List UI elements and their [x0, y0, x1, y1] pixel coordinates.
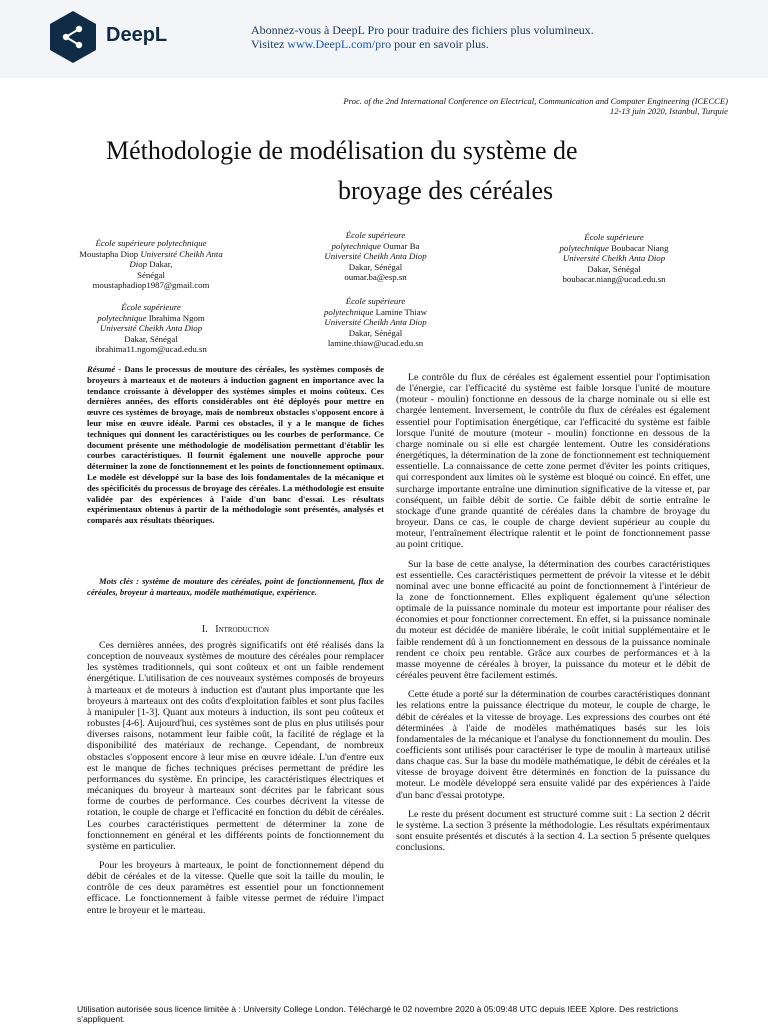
- author-affiliation: École supérieure: [345, 230, 406, 240]
- keywords: Mots clés : système de mouture des céréales, point de fonctionnement, flux de céréales, broyeur à marteaux, modèle mathématique, expérience.: [87, 576, 384, 597]
- author-block-thiaw: [308, 296, 443, 349]
- deepl-banner: [0, 0, 768, 78]
- author-affiliation: École supérieure: [345, 296, 406, 306]
- paragraph: Le contrôle du flux de céréales est également essentiel pour l'optimisation de l'énergie, car l'efficacité du système est faible lorsque l'unité de mouture (moteur - moulin) fonctionne en dessous de la charge nominale ou si elle est chargée lentement. Inversement, le contrôle du flux de céréales est également essentiel pour l'optimisation énergétique, car l'efficacité du système est faible lorsque l'unité de mouture (moteur - moulin) fonctionne en dessous de la charge nominale ou si elle est chargée lentement. Outre les considérations énergétiques, la détermination de la zone de fonctionnement est techniquement essentielle. La connaissance de cette zone permet d'éviter les points critiques, qui correspondent aux limites où le système est bloqué ou coincé. En effet, une surcharge importante entraîne une diminution significative de la vitesse et, par conséquent, un faible débit de sortie. Ce faible débit de sortie entraîne le stockage d'une grande quantité de céréales dans la chambre de broyage du broyeur. Dans ce cas, le couple de charge devient supérieur au couple du moteur, l'entraînement électrique ralentit et le point de fonctionnement passe au point critique.: [396, 372, 710, 551]
- abstract-label: Résumé: [87, 364, 116, 374]
- promo-suffix: pour en savoir plus.: [391, 37, 489, 51]
- right-column-body: [396, 372, 710, 861]
- author-city: Dakar,: [149, 259, 173, 270]
- author-affiliation-2: polytechnique: [324, 306, 374, 317]
- left-column-body: [87, 640, 384, 924]
- paragraph: Sur la base de cette analyse, la détermination des courbes caractéristiques est essentielle. Ces caractéristiques permettent de prévoir la vitesse et le débit nominal avec une bonne efficacité au point de fonctionnement à l'intérieur de la zone de fonctionnement. Elles expliquent également qu'une sélection optimale de la puissance nominale du moteur est importante pour réaliser des économies et pour fonctionner correctement. En effet, si la puissance nominale du moteur est décidée de manière libérale, le coût initial supplémentaire et le faible rendement dû à un fonctionnement en dessous de la puissance nominale rendent ce choix peu rentable. Grâce aux courbes de performances et à la masse moyenne de céréales à broyer, la puissance du moteur et le débit de céréales peuvent être facilement estimés.: [396, 558, 710, 682]
- author-block-ba: [308, 230, 443, 283]
- author-email: ibrahima11.ngom@ucad.edu.sn: [95, 344, 207, 355]
- author-affiliation: École supérieure: [121, 302, 181, 312]
- paper-title-line-1: Méthodologie de modélisation du système de: [106, 136, 578, 165]
- author-name: Oumar Ba: [383, 240, 420, 251]
- section-title: Introduction: [215, 624, 270, 635]
- footer-line-2: s'appliquent.: [77, 1013, 125, 1024]
- promo-text: [251, 23, 594, 51]
- author-city: Dakar, Sénégal: [587, 263, 641, 274]
- author-block-niang: [534, 232, 694, 285]
- paragraph: Ces dernières années, des progrès significatifs ont été réalisés dans la conception de nouveaux systèmes de mouture des céréales pour remplacer les systèmes traditionnels, qui sont coûteux et ont un faible rendement énergétique. L'utilisation de ces nouveaux systèmes composés de broyeurs à marteaux et de moteurs à induction est d'autant plus importante que les broyeurs à marteaux ont des coûts d'exploitation faibles et sont plus faciles à manipuler [1-3]. Quant aux moteurs à induction, ils sont peu coûteux et robustes [4-6]. Aujourd'hui, ces systèmes sont de plus en plus utilisés pour diverses raisons, notamment leur faible coût, la facilité de réglage et la disponibilité des matériaux de rechange. Cependant, de nombreux obstacles s'opposent encore à leur mise en œuvre idéale. L'un d'entre eux est le manque de fiches techniques précises permettant de prédire les performances du système. En principe, les caractéristiques électriques et mécaniques du broyeur à marteaux sont décrites par le fabricant sous forme de courbes de performance. Ces courbes décrivent la vitesse de rotation, le couple de charge et l'efficacité en fonction du débit de céréales. Les courbes caractéristiques permettent de déterminer la zone de fonctionnement en général et les différents points de fonctionnement du système en particulier.: [87, 640, 384, 852]
- author-city: Dakar, Sénégal: [348, 261, 403, 272]
- author-affiliation-2: polytechnique: [97, 312, 147, 323]
- author-university: Université Cheikh Anta Diop: [324, 317, 427, 328]
- proceedings-line-1: Proc. of the 2nd International Conference on Electrical, Communication and Computer Engineering (ICECCE): [343, 96, 728, 106]
- author-city: Dakar, Sénégal: [124, 333, 178, 344]
- promo-line-1: Abonnez-vous à DeepL Pro pour traduire des fichiers plus volumineux.: [251, 23, 594, 37]
- footer-line-1: Utilisation autorisée sous licence limitée à : University College London. Téléchargé le 02 novembre 2020 à 05:09:48 UTC depuis IEEE Xplore. Des restrictions: [77, 1004, 679, 1014]
- author-university: Université Cheikh Anta Diop: [129, 248, 223, 270]
- author-email: lamine.thiaw@ucad.edu.sn: [327, 338, 424, 349]
- author-name: Lamine Thiaw: [375, 306, 427, 317]
- author-block-diop: [76, 238, 226, 291]
- author-name: Boubacar Niang: [611, 242, 669, 253]
- section-number: I.: [201, 624, 208, 635]
- author-email: moustaphadiop1987@gmail.com: [92, 280, 210, 291]
- paragraph: Le reste du présent document est structuré comme suit : La section 2 décrit le système. La section 3 présente la méthodologie. Les résultats expérimentaux sont ensuite présentés et discutés à la section 4. La section 5 présente quelques conclusions.: [396, 808, 710, 854]
- proceedings-line-2: 12-13 juin 2020, Istanbul, Turquie: [609, 106, 728, 116]
- deepl-brand-name[interactable]: DeepL: [106, 24, 168, 46]
- license-footer: [77, 1005, 727, 1024]
- author-affiliation-2: polytechnique: [331, 240, 381, 251]
- abstract-text: - Dans le processus de mouture des céréales, les systèmes composés de broyeurs à marteaux et de moteurs à induction gagnent en importance avec la tendance croissante à développer des systèmes simples et moins coûteux. Ces dernières années, des efforts considérables ont été déployés pour mettre en œuvre ces systèmes de broyage, mais de nombreux obstacles s'opposent encore à leur mise en œuvre idéale. Parmi ces obstacles, il y a le manque de fiches techniques qui donnent les caractéristiques ou les courbes de performance. Ce document présente une méthodologie de modélisation permettant d'établir les courbes caractéristiques. Il fournit également une nouvelle approche pour déterminer la zone de fonctionnement et les points de fonctionnement optimaux. Le modèle est développé sur la base des lois fondamentales de la mécanique et des spécificités du processus de broyage des céréales. La méthodologie est ensuite validée par des expériences à l'aide d'un banc d'essai. Les résultats expérimentaux obtenus à partir de la méthodologie sont présentés, analysés et comparés aux résultats théoriques.: [87, 364, 384, 526]
- deepl-pro-link[interactable]: www.DeepL.com/pro: [287, 37, 392, 51]
- paper-title-line-2: broyage des céréales: [338, 176, 554, 205]
- paragraph: Pour les broyeurs à marteaux, le point de fonctionnement dépend du débit de céréales et de la vitesse. Quelle que soit la taille du moulin, le contrôle de ces deux paramètres est essentiel pour un fonctionnement efficace. Le fonctionnement à faible vitesse permet de réduire l'impact entre le broyeur et le marteau.: [87, 859, 384, 916]
- author-country: Sénégal: [137, 269, 165, 280]
- abstract: [87, 364, 384, 526]
- author-university: Université Cheikh Anta Diop: [324, 251, 427, 262]
- author-affiliation: École supérieure: [584, 232, 644, 242]
- paragraph: Cette étude a porté sur la détermination de courbes caractéristiques donnant les relations entre la puissance électrique du moteur, le couple de charge, le débit de céréales et la vitesse de broyage. Les expressions des courbes ont été déterminées à l'aide de modèles mathématiques basés sur les lois fondamentales de la mécanique et l'analyse du fonctionnement du moulin. Des coefficients sont utilisés pour caractériser le type de moulin à marteaux utilisé dans chaque cas. Sur la base du modèle mathématique, le débit de céréales et la vitesse de broyage doivent être déterminés en fonction de la puissance du moteur. Le modèle développé sera ensuite validé par des expériences à l'aide d'un banc d'essai prototype.: [396, 689, 710, 801]
- author-affiliation: École supérieure polytechnique: [95, 238, 207, 248]
- author-university: Université Cheikh Anta Diop: [562, 253, 666, 264]
- deepl-logo-icon[interactable]: [48, 10, 98, 64]
- author-university: Université Cheikh Anta Diop: [99, 323, 203, 334]
- author-email: boubacar.niang@ucad.edu.sn: [562, 274, 666, 285]
- promo-prefix: Visitez: [251, 37, 288, 51]
- author-name: Ibrahima Ngom: [148, 312, 205, 323]
- author-block-ngom: [76, 302, 226, 355]
- proceedings-header: [208, 96, 728, 116]
- author-name: Moustapha Diop: [79, 248, 139, 259]
- author-city: Dakar, Sénégal: [348, 327, 403, 338]
- author-affiliation-2: polytechnique: [559, 242, 609, 253]
- section-heading-introduction: [87, 624, 384, 635]
- promo-line-2: [251, 37, 594, 51]
- author-email: oumar.ba@esp.sn: [344, 272, 407, 283]
